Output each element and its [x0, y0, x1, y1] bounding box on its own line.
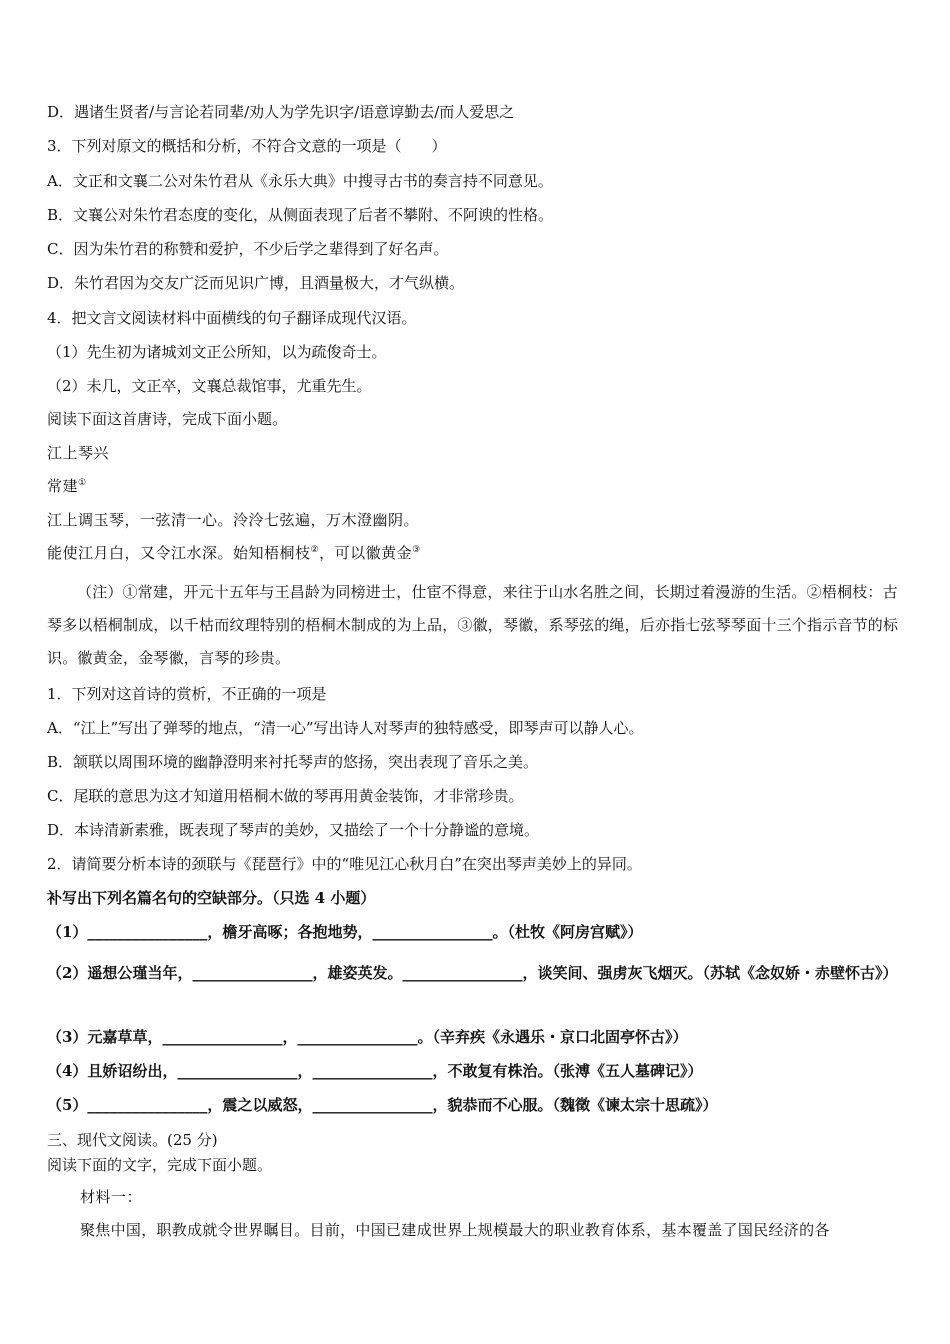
section-three-intro: 阅读下面的文字，完成下面小题。 [47, 1156, 273, 1174]
q4-item-2: （2）未几，文正卒，文襄总裁馆事，尤重先生。 [47, 377, 372, 395]
fill-in-item-3: （3）元嘉草草，________________，________________。（辛弃疾《永遇乐・京口北固亭怀古》） [47, 1028, 688, 1046]
poem-q2-stem: 2．请简要分析本诗的颈联与《琵琶行》中的“唯见江心秋月白”在突出琴声美妙上的异同。 [47, 855, 642, 873]
q3-option-d: D．朱竹君因为交友广泛而见识广博，且酒量极大，才气纵横。 [47, 274, 465, 292]
q2-option-d: D．遇诸生贤者/与言论若同辈/劝人为学先识字/语意谆勤去/而人爱思之 [47, 103, 515, 121]
poem-notes: （注）①常建，开元十五年与王昌龄为同榜进士，仕宦不得意，来往于山水名胜之间，长期过着漫游的生活。②梧桐枝：古琴多以梧桐制成，以千枯而纹理特别的梧桐木制成的为上品，③徽，琴徽，系琴弦的绳，后亦指七弦琴琴面十三个指示音节的标识。徽黄金，金琴徽，言琴的珍贵。 [47, 583, 899, 667]
poem-intro: 阅读下面这首唐诗，完成下面小题。 [47, 410, 288, 428]
q4-item-1: （1）先生初为诸城刘文正公所知，以为疏俊奇士。 [47, 343, 387, 361]
footnote-marker: ② [310, 545, 320, 555]
poem-line-1: 江上调玉琴，一弦清一心。泠泠七弦遍，万木澄幽阴。 [47, 511, 420, 529]
poem-author [47, 476, 910, 496]
poem-title: 江上琴兴 [47, 444, 110, 462]
q3-stem: 3．下列对原文的概括和分析，不符合文意的一项是（ ） [47, 137, 447, 155]
poem-q1-option-c: C．尾联的意思为这才知道用梧桐木做的琴再用黄金装饰，才非常珍贵。 [47, 787, 524, 805]
fill-in-item-1: （1）________________，檐牙高啄；各抱地势，________________。（杜牧《阿房宫赋》） [47, 923, 643, 941]
material-text: 聚焦中国，职教成就令世界瞩目。目前，中国已建成世界上规模最大的职业教育体系，基本覆盖了国民经济的各 [80, 1221, 830, 1239]
material-label: 材料一： [80, 1188, 143, 1206]
footnote-marker: ③ [412, 545, 421, 555]
q3-option-b: B．文襄公对朱竹君态度的变化，从侧面表现了后者不攀附、不阿谀的性格。 [47, 206, 554, 224]
poem-q1-option-a: A．“江上”写出了弹琴的地点，“清一心”写出诗人对琴声的独特感受，即琴声可以静人心。 [47, 719, 644, 737]
section-three-heading: 三、现代文阅读。(25 分) [47, 1131, 218, 1149]
q3-option-a: A．文正和文襄二公对朱竹君从《永乐大典》中搜寻古书的奏言持不同意见。 [47, 172, 553, 190]
fill-in-heading: 补写出下列名篇名句的空缺部分。（只选 4 小题） [47, 889, 376, 907]
q4-stem: 4．把文言文阅读材料中面横线的句子翻译成现代汉语。 [47, 309, 417, 327]
fill-in-item-2: （2）遥想公瑾当年，________________，雄姿英发。________________，谈笑间、强虏灰飞烟灭。（苏轼《念奴娇・赤壁怀古》） [47, 964, 898, 982]
poem-line-2 [47, 543, 910, 563]
fill-in-item-4: （4）且娇诏纷出，________________，________________，不敢复有株治。（张溥《五人墓碑记》） [47, 1062, 703, 1080]
poem-q1-option-d: D．本诗清新素雅，既表现了琴声的美妙，又描绘了一个十分静谧的意境。 [47, 821, 540, 839]
poem-q1-option-b: B．颔联以周围环境的幽静澄明来衬托琴声的悠扬，突出表现了音乐之美。 [47, 753, 539, 771]
poem-q1-stem: 1．下列对这首诗的赏析，不正确的一项是 [47, 685, 327, 703]
poem-line-2-part-b: ，可以徽黄金 [319, 544, 413, 562]
fill-in-item-5: （5）________________，震之以威怒，________________，貌恭而不心服。（魏徵《谏太宗十思疏》） [47, 1096, 718, 1114]
poem-author-name: 常建 [47, 477, 79, 495]
q3-option-c: C．因为朱竹君的称赞和爱护，不少后学之辈得到了好名声。 [47, 240, 449, 258]
poem-line-2-part-a: 能使江月白，又令江水深。始知梧桐枝 [47, 544, 311, 562]
footnote-marker: ① [78, 478, 87, 488]
